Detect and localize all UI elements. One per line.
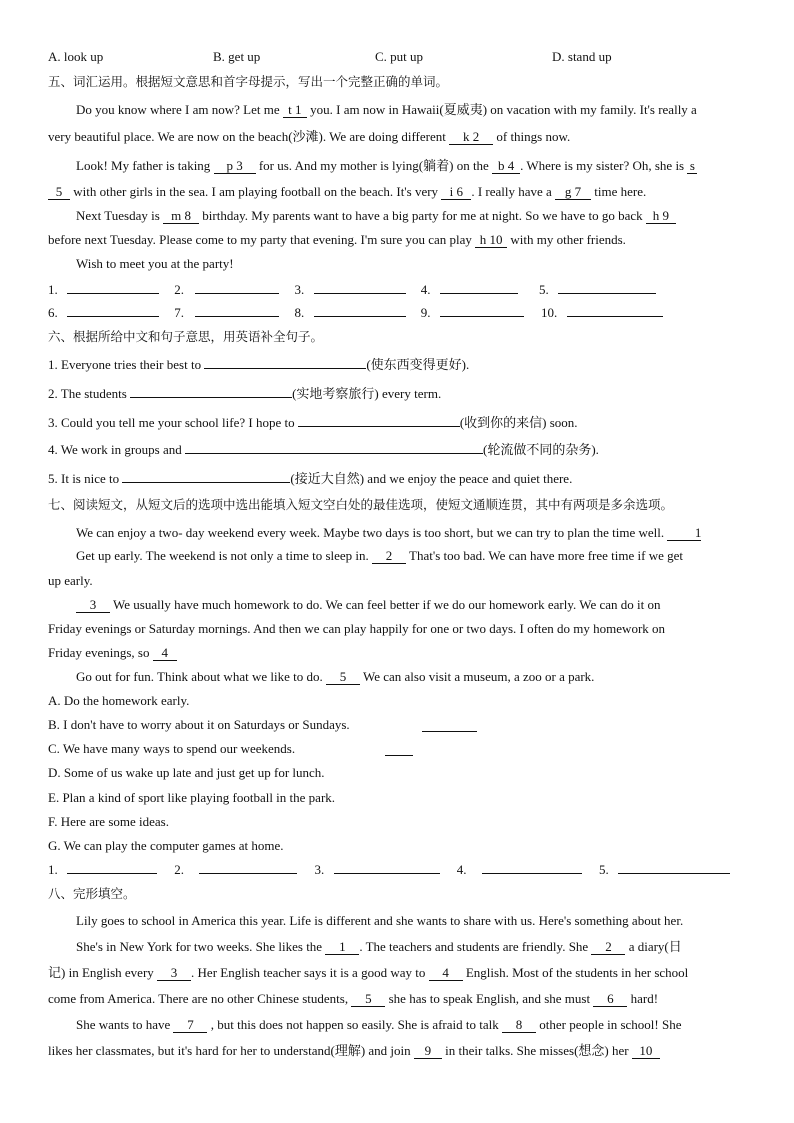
s5-line-1: Do you know where I am now? Let me t 1 you. I am now in Hawaii(夏威夷) on vacation with my family. It's really a	[76, 102, 697, 117]
s7-option-b: B. I don't have to worry about it on Saturdays or Sundays.	[48, 717, 350, 732]
blank-9[interactable]: h 9	[646, 208, 676, 224]
s8-line-4: come from America. There are no other Chinese students, 5 she has to speak English, and she must 6 hard!	[48, 991, 659, 1006]
s7-blank-2[interactable]: 2	[372, 548, 406, 564]
s7-option-g: G. We can play the computer games at home.	[48, 838, 284, 853]
s7-answer-4[interactable]	[482, 861, 582, 874]
s6-q2: 2. The students (实地考察旅行) every term.	[48, 386, 442, 401]
answer-blank-2[interactable]	[195, 281, 279, 294]
blank-8[interactable]: m 8	[163, 208, 199, 224]
s7-blank-5[interactable]: 5	[326, 669, 360, 685]
blank-4[interactable]: b 4	[492, 158, 520, 174]
s5-line-3: Look! My father is taking p 3 for us. And my mother is lying(躺着) on the b 4 . Where is my sister? Oh, she is s	[76, 157, 697, 175]
s7-answer-2[interactable]	[199, 861, 297, 874]
s7-blank-1[interactable]: 1	[667, 525, 701, 541]
s6-q5: 5. It is nice to (接近大自然) and we enjoy the peace and quiet there.	[48, 471, 573, 486]
s8-blank-2[interactable]: 2	[591, 939, 625, 955]
s7-line-4: 3 We usually have much homework to do. We can feel better if we do our homework early. We can do it on	[76, 596, 661, 614]
s5-answer-row-2: 6. 7. 8. 9. 10.	[48, 304, 663, 322]
section-7-title: 七、阅读短文，从短文后的选项中选出能填入短文空白处的最佳选项，使短文通顺连贯，其中有两项是多余选项。	[48, 497, 674, 512]
s6-q4: 4. We work in groups and (轮流做不同的杂务).	[48, 442, 599, 457]
option-c: C. put up	[375, 49, 424, 64]
blank-10[interactable]: h 10	[475, 232, 507, 248]
s8-blank-8[interactable]: 8	[502, 1017, 536, 1033]
answer-blank-3[interactable]	[314, 281, 406, 294]
s8-blank-4[interactable]: 4	[429, 965, 463, 981]
s7-option-d: D. Some of us wake up late and just get up for lunch.	[48, 765, 325, 780]
s8-blank-7[interactable]: 7	[173, 1017, 207, 1033]
s8-line-6: likes her classmates, but it's hard for her to understand(理解) and join 9 in their talks. She misses(想念) her 10	[48, 1042, 660, 1060]
s7-answer-5[interactable]	[618, 861, 730, 874]
s5-line-2: very beautiful place. We are now on the beach(沙滩). We are doing different k 2 of things now.	[48, 129, 571, 144]
s7-extra-line-2	[385, 743, 413, 756]
s5-answer-row-1: 1. 2. 3. 4. 5.	[48, 281, 656, 299]
s6-blank-4[interactable]	[185, 441, 483, 454]
answer-blank-4[interactable]	[440, 281, 518, 294]
blank-7[interactable]: g 7	[555, 184, 591, 200]
option-a: A. look up	[48, 49, 104, 64]
blank-3[interactable]: p 3	[214, 158, 256, 174]
s7-answer-row: 1. 2. 3. 4. 5.	[48, 861, 730, 879]
s5-line-6: before next Tuesday. Please come to my party that evening. I'm sure you can play h 10 with my other friends.	[48, 232, 626, 247]
section-6-title: 六、根据所给中文和句子意思，用英语补全句子。	[48, 329, 324, 344]
s5-line-4: 5 with other girls in the sea. I am playing football on the beach. It's very i 6 . I really have a g 7 time here.	[48, 183, 646, 201]
s8-line-1: Lily goes to school in America this year. Life is different and she wants to share with us. Here's something about her.	[76, 913, 684, 928]
section-8-title: 八、完形填空。	[48, 886, 136, 901]
s7-option-a: A. Do the homework early.	[48, 693, 190, 708]
s7-answer-1[interactable]	[67, 861, 157, 874]
answer-blank-5[interactable]	[558, 281, 656, 294]
s8-blank-9[interactable]: 9	[414, 1043, 442, 1059]
s6-blank-5[interactable]	[122, 470, 290, 483]
s7-blank-4[interactable]: 4	[153, 645, 177, 661]
blank-2[interactable]: k 2	[449, 129, 493, 145]
s7-line-2: Get up early. The weekend is not only a time to sleep in. 2 That's too bad. We can have more free time if we get	[76, 548, 684, 563]
s8-line-3: 记) in English every 3 . Her English teacher says it is a good way to 4 English. Most of the students in her school	[48, 965, 689, 980]
blank-5-start[interactable]: s	[687, 158, 697, 174]
blank-6[interactable]: i 6	[441, 184, 471, 200]
s8-line-2: She's in New York for two weeks. She likes the 1 . The teachers and students are friendly. She 2 a diary(日	[76, 939, 682, 954]
option-d: D. stand up	[552, 49, 612, 64]
s7-option-e: E. Plan a kind of sport like playing football in the park.	[48, 790, 336, 805]
s8-line-5: She wants to have 7 , but this does not happen so easily. She is afraid to talk 8 other people in school! She	[76, 1017, 682, 1032]
blank-1[interactable]: t 1	[283, 102, 307, 118]
s7-line-3: up early.	[48, 573, 93, 588]
s7-blank-3[interactable]: 3	[76, 597, 110, 613]
s5-line-7: Wish to meet you at the party!	[76, 256, 234, 271]
s6-blank-2[interactable]	[130, 385, 292, 398]
blank-5[interactable]: 5	[48, 184, 70, 200]
s8-blank-1[interactable]: 1	[325, 939, 359, 955]
s6-q1: 1. Everyone tries their best to (使东西变得更好).	[48, 357, 470, 372]
s7-option-c: C. We have many ways to spend our weekends.	[48, 741, 296, 756]
s5-line-5: Next Tuesday is m 8 birthday. My parents want to have a big party for me at night. So we have to go back h 9	[76, 207, 676, 225]
s7-line-7: Go out for fun. Think about what we like to do. 5 We can also visit a museum, a zoo or a park.	[76, 669, 595, 684]
answer-blank-6[interactable]	[67, 304, 159, 317]
s8-blank-5[interactable]: 5	[351, 991, 385, 1007]
option-b: B. get up	[213, 49, 261, 64]
s8-blank-3[interactable]: 3	[157, 965, 191, 981]
answer-blank-10[interactable]	[567, 304, 663, 317]
answer-blank-8[interactable]	[314, 304, 406, 317]
s7-answer-3[interactable]	[334, 861, 440, 874]
s6-blank-1[interactable]	[204, 356, 366, 369]
s6-q3: 3. Could you tell me your school life? I hope to (收到你的来信) soon.	[48, 415, 578, 430]
s7-option-f: F. Here are some ideas.	[48, 814, 169, 829]
answer-blank-1[interactable]	[67, 281, 159, 294]
s7-extra-line-1	[422, 719, 477, 732]
s6-blank-3[interactable]	[298, 414, 460, 427]
s7-line-6: Friday evenings, so 4	[48, 644, 177, 662]
answer-blank-7[interactable]	[195, 304, 279, 317]
s7-line-5: Friday evenings or Saturday mornings. And then we can play happily for one or two days. I often do my homework on	[48, 621, 666, 636]
s7-line-1: We can enjoy a two- day weekend every week. Maybe two days is too short, but we can try to plan the time well. 1	[76, 525, 702, 540]
section-5-title: 五、词汇运用。根据短文意思和首字母提示，写出一个完整正确的单词。	[48, 74, 449, 89]
s8-blank-10[interactable]: 10	[632, 1043, 660, 1059]
s8-blank-6[interactable]: 6	[593, 991, 627, 1007]
answer-blank-9[interactable]	[440, 304, 524, 317]
